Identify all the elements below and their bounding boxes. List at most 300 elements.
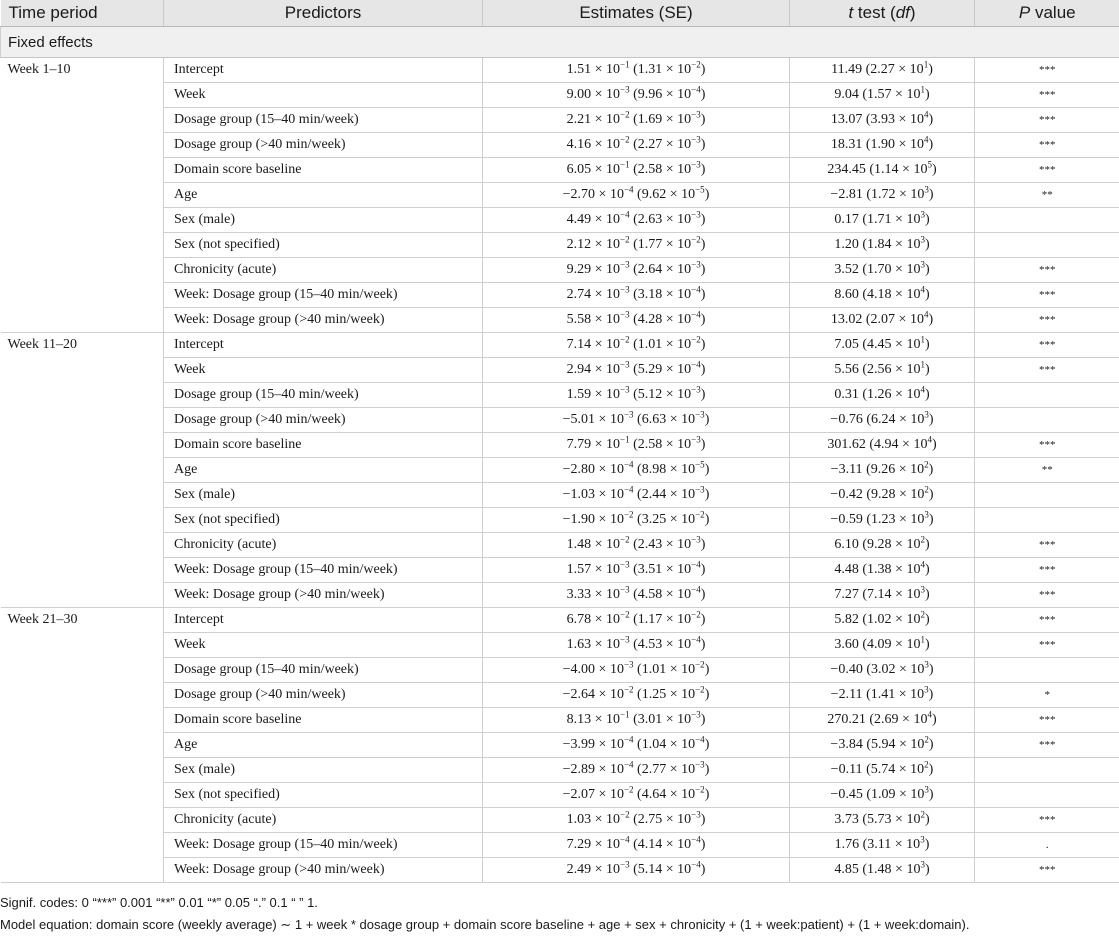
estimate-exponent: −2 <box>620 134 630 145</box>
estimate-mantissa: 9.00 <box>566 87 592 102</box>
estimate-mantissa: 2.21 <box>566 112 592 127</box>
df-exponent: 3 <box>924 509 929 520</box>
header-p-value <box>975 0 1119 27</box>
df-mantissa: 1.71 <box>867 212 892 227</box>
t-test-cell: 6.10 $(9.28 \times 10^2)$ <box>790 533 975 558</box>
df-mantissa: 3.93 <box>870 112 896 127</box>
t-test-cell: −3.84 $(5.94 \times 10^2)$ <box>790 733 975 758</box>
estimate-cell: $9.00 \times 10^{-3}$ $(9.96 \times 10^{-4})$ <box>483 83 790 108</box>
se-exponent: −3 <box>691 384 701 395</box>
t-test-cell: 3.52 $(1.70 \times 10^3)$ <box>790 258 975 283</box>
se-exponent: −3 <box>695 484 705 495</box>
table-row <box>1 758 1119 783</box>
p-value-cell: *** <box>975 358 1119 383</box>
estimate-cell: $8.13 \times 10^{-1}$ $(3.01 \times 10^{-3})$ <box>483 708 790 733</box>
df-exponent: 1 <box>923 59 929 70</box>
table-row <box>1 683 1119 708</box>
df-mantissa: 9.28 <box>867 537 892 552</box>
se-mantissa: 3.01 <box>637 712 663 727</box>
df-exponent: 4 <box>920 559 925 570</box>
table-row <box>1 633 1119 658</box>
se-exponent: −4 <box>691 859 701 870</box>
t-test-cell: −3.11 $(9.26 \times 10^2)$ <box>790 458 975 483</box>
p-value-cell: *** <box>975 533 1119 558</box>
predictor-cell: Week: Dosage group (15–40 min/week) <box>164 283 483 308</box>
t-test-cell: 270.21 $(2.69 \times 10^4)$ <box>790 708 975 733</box>
t-test-cell: −0.11 $(5.74 \times 10^2)$ <box>790 758 975 783</box>
df-exponent: 3 <box>920 209 925 220</box>
df-mantissa: 6.24 <box>871 412 896 427</box>
table-row <box>1 483 1119 508</box>
predictor-cell: Domain score baseline <box>164 433 483 458</box>
estimate-exponent: −2 <box>623 784 634 795</box>
se-mantissa: 5.14 <box>637 862 663 877</box>
t-value: 9.04 <box>834 87 859 102</box>
se-exponent: −3 <box>691 159 701 170</box>
header-predictors: Predictors <box>164 0 483 27</box>
estimate-mantissa: 7.14 <box>566 337 592 352</box>
predictor-cell: Week: Dosage group (15–40 min/week) <box>164 833 483 858</box>
estimate-mantissa: 1.48 <box>566 537 592 552</box>
p-value-cell <box>975 208 1119 233</box>
t-value: −2.11 <box>830 687 863 702</box>
df-exponent: 2 <box>920 534 925 545</box>
t-value: −0.42 <box>830 487 863 502</box>
estimate-cell: $9.29 \times 10^{-3}$ $(2.64 \times 10^{-3})$ <box>483 258 790 283</box>
t-test-cell: 18.31 $(1.90 \times 10^4)$ <box>790 133 975 158</box>
se-exponent: −5 <box>695 184 705 195</box>
df-mantissa: 1.38 <box>867 562 892 577</box>
estimate-cell: $2.74 \times 10^{-3}$ $(3.18 \times 10^{-4})$ <box>483 283 790 308</box>
t-test-cell: 11.49 $(2.27 \times 10^1)$ <box>790 58 975 83</box>
df-mantissa: 1.23 <box>871 512 896 527</box>
t-test-cell: −2.11 $(1.41 \times 10^3)$ <box>790 683 975 708</box>
estimate-exponent: −3 <box>620 559 630 570</box>
estimate-mantissa: 3.33 <box>566 587 592 602</box>
p-value-cell: *** <box>975 58 1119 83</box>
df-exponent: 3 <box>924 409 929 420</box>
table-row <box>1 133 1119 158</box>
estimate-mantissa: 2.12 <box>566 237 592 252</box>
estimate-cell: $-1.03 \times 10^{-4}$ $(2.44 \times 10^{-3})$ <box>483 483 790 508</box>
df-exponent: 2 <box>924 759 929 770</box>
p-value-cell: *** <box>975 283 1119 308</box>
section-label: Fixed effects <box>1 27 1119 58</box>
estimate-exponent: −4 <box>620 209 630 220</box>
predictor-cell: Age <box>164 183 483 208</box>
table-header <box>1 0 1119 27</box>
predictor-cell: Dosage group (>40 min/week) <box>164 408 483 433</box>
section-row <box>1 27 1119 58</box>
p-value-cell: *** <box>975 733 1119 758</box>
df-mantissa: 3.11 <box>867 837 892 852</box>
se-exponent: −4 <box>695 734 705 745</box>
t-value: 270.21 <box>827 712 866 727</box>
p-value-cell: *** <box>975 308 1119 333</box>
predictor-cell: Dosage group (15–40 min/week) <box>164 108 483 133</box>
df-mantissa: 3.02 <box>871 662 896 677</box>
se-exponent: −3 <box>691 259 701 270</box>
t-value: −0.76 <box>830 412 863 427</box>
predictor-cell: Intercept <box>164 608 483 633</box>
header-estimates: Estimates (SE) <box>483 0 790 27</box>
time-period-cell: Week 11–20 <box>1 333 164 608</box>
estimate-exponent: −3 <box>620 584 630 595</box>
se-exponent: −3 <box>691 209 701 220</box>
se-exponent: −5 <box>695 459 705 470</box>
t-value: 11.49 <box>831 62 863 77</box>
se-exponent: −4 <box>691 284 701 295</box>
estimate-exponent: −1 <box>620 59 630 70</box>
p-value-cell: * <box>975 683 1119 708</box>
predictor-cell: Dosage group (15–40 min/week) <box>164 658 483 683</box>
t-test-cell: 4.85 $(1.48 \times 10^3)$ <box>790 858 975 883</box>
t-value: 7.27 <box>834 587 859 602</box>
predictor-cell: Domain score baseline <box>164 158 483 183</box>
estimate-mantissa: −2.70 <box>562 187 596 202</box>
t-value: −3.11 <box>830 462 863 477</box>
estimate-cell: $-2.70 \times 10^{-4}$ $(9.62 \times 10^{-5})$ <box>483 183 790 208</box>
estimate-exponent: −3 <box>620 384 630 395</box>
p-value-cell: *** <box>975 583 1119 608</box>
header-t-test-text: test ( <box>853 3 896 22</box>
predictor-cell: Week: Dosage group (>40 min/week) <box>164 858 483 883</box>
estimate-exponent: −2 <box>623 684 634 695</box>
t-test-cell: 13.07 $(3.93 \times 10^4)$ <box>790 108 975 133</box>
header-time-period: Time period <box>1 0 164 27</box>
p-value-cell <box>975 508 1119 533</box>
t-value: −0.11 <box>830 762 863 777</box>
df-mantissa: 2.07 <box>870 312 896 327</box>
estimate-cell: $7.29 \times 10^{-4}$ $(4.14 \times 10^{-4})$ <box>483 833 790 858</box>
estimate-cell: $-5.01 \times 10^{-3}$ $(6.63 \times 10^{-3})$ <box>483 408 790 433</box>
t-value: 3.60 <box>834 637 859 652</box>
se-exponent: −2 <box>695 784 705 795</box>
estimate-mantissa: 4.49 <box>566 212 592 227</box>
se-exponent: −4 <box>691 84 701 95</box>
predictor-cell: Sex (not specified) <box>164 783 483 808</box>
estimate-exponent: −2 <box>620 809 630 820</box>
table-row <box>1 108 1119 133</box>
estimate-mantissa: −2.64 <box>562 687 596 702</box>
t-value: 5.82 <box>834 612 859 627</box>
predictor-cell: Week <box>164 83 483 108</box>
estimate-mantissa: 1.59 <box>566 387 592 402</box>
p-value-cell <box>975 408 1119 433</box>
se-exponent: −3 <box>691 134 701 145</box>
se-mantissa: 3.18 <box>637 287 663 302</box>
table-row <box>1 533 1119 558</box>
se-exponent: −4 <box>691 359 701 370</box>
se-mantissa: 5.29 <box>637 362 663 377</box>
predictor-cell: Week <box>164 358 483 383</box>
estimate-mantissa: 1.51 <box>566 62 592 77</box>
t-value: 3.73 <box>834 812 859 827</box>
se-exponent: −2 <box>695 509 705 520</box>
table-row <box>1 833 1119 858</box>
t-test-cell: 234.45 $(1.14 \times 10^5)$ <box>790 158 975 183</box>
t-test-cell: 13.02 $(2.07 \times 10^4)$ <box>790 308 975 333</box>
estimate-exponent: −1 <box>620 434 630 445</box>
t-test-cell: 8.60 $(4.18 \times 10^4)$ <box>790 283 975 308</box>
t-value: 301.62 <box>827 437 866 452</box>
se-mantissa: 4.28 <box>637 312 663 327</box>
table-row <box>1 158 1119 183</box>
se-exponent: −3 <box>691 809 701 820</box>
t-value: 7.05 <box>834 337 859 352</box>
p-value-cell: *** <box>975 133 1119 158</box>
t-test-cell: −2.81 $(1.72 \times 10^3)$ <box>790 183 975 208</box>
estimate-cell: $2.21 \times 10^{-2}$ $(1.69 \times 10^{-3})$ <box>483 108 790 133</box>
estimate-exponent: −4 <box>623 734 634 745</box>
predictor-cell: Chronicity (acute) <box>164 533 483 558</box>
se-mantissa: 2.44 <box>641 487 667 502</box>
se-mantissa: 1.77 <box>637 237 663 252</box>
p-value-cell: *** <box>975 608 1119 633</box>
table-row <box>1 558 1119 583</box>
estimate-exponent: −2 <box>620 609 630 620</box>
table-row <box>1 58 1119 83</box>
se-mantissa: 1.69 <box>637 112 663 127</box>
predictor-cell: Week: Dosage group (15–40 min/week) <box>164 558 483 583</box>
estimate-mantissa: −1.03 <box>562 487 596 502</box>
predictor-cell: Sex (male) <box>164 758 483 783</box>
df-mantissa: 4.45 <box>867 337 892 352</box>
estimate-cell: $-2.07 \times 10^{-2}$ $(4.64 \times 10^{-2})$ <box>483 783 790 808</box>
se-mantissa: 9.62 <box>641 187 667 202</box>
df-exponent: 2 <box>924 484 929 495</box>
df-exponent: 3 <box>920 859 925 870</box>
se-exponent: −2 <box>695 684 705 695</box>
se-exponent: −4 <box>691 559 701 570</box>
t-value: 18.31 <box>830 137 863 152</box>
table-row <box>1 358 1119 383</box>
estimate-cell: $-4.00 \times 10^{-3}$ $(1.01 \times 10^{-2})$ <box>483 658 790 683</box>
model-equation-note: Model equation: domain score (weekly average) ∼ 1 + week * dosage group + domain score baseline + age + sex + chronicity + (1 + week:patient) + (1 + week:domain). <box>0 917 970 932</box>
estimate-cell: $2.94 \times 10^{-3}$ $(5.29 \times 10^{-4})$ <box>483 358 790 383</box>
df-exponent: 3 <box>924 684 929 695</box>
table-row <box>1 183 1119 208</box>
t-value: −2.81 <box>830 187 863 202</box>
predictor-cell: Intercept <box>164 58 483 83</box>
estimate-cell: $7.79 \times 10^{-1}$ $(2.58 \times 10^{-3})$ <box>483 433 790 458</box>
df-mantissa: 1.26 <box>867 387 892 402</box>
se-mantissa: 1.25 <box>641 687 667 702</box>
table-row <box>1 383 1119 408</box>
df-exponent: 2 <box>920 809 925 820</box>
df-exponent: 4 <box>920 384 925 395</box>
se-mantissa: 1.01 <box>637 337 663 352</box>
estimate-cell: $-2.89 \times 10^{-4}$ $(2.77 \times 10^{-3})$ <box>483 758 790 783</box>
estimate-mantissa: 7.29 <box>566 837 592 852</box>
estimate-mantissa: −4.00 <box>562 662 596 677</box>
df-mantissa: 1.41 <box>870 687 896 702</box>
estimate-cell: $1.03 \times 10^{-2}$ $(2.75 \times 10^{-3})$ <box>483 808 790 833</box>
table-row <box>1 83 1119 108</box>
estimate-cell: $-2.80 \times 10^{-4}$ $(8.98 \times 10^{-5})$ <box>483 458 790 483</box>
estimate-exponent: −4 <box>620 834 630 845</box>
se-mantissa: 9.96 <box>637 87 663 102</box>
se-mantissa: 2.64 <box>637 262 663 277</box>
se-mantissa: 2.27 <box>637 137 663 152</box>
signif-codes-note: Signif. codes: 0 “***” 0.001 “**” 0.01 “*” 0.05 “.” 0.1 “ ” 1. <box>0 895 318 910</box>
time-period-cell: Week 1–10 <box>1 58 164 333</box>
estimate-exponent: −3 <box>620 309 630 320</box>
predictor-cell: Intercept <box>164 333 483 358</box>
t-value: 1.76 <box>834 837 860 852</box>
df-mantissa: 7.14 <box>867 587 892 602</box>
t-test-cell: 5.82 $(1.02 \times 10^2)$ <box>790 608 975 633</box>
df-mantissa: 1.09 <box>871 787 896 802</box>
df-exponent: 1 <box>920 359 925 370</box>
estimate-exponent: −3 <box>620 359 630 370</box>
predictor-cell: Sex (male) <box>164 483 483 508</box>
estimate-cell: $4.49 \times 10^{-4}$ $(2.63 \times 10^{-3})$ <box>483 208 790 233</box>
estimate-exponent: −3 <box>623 659 634 670</box>
df-mantissa: 1.57 <box>867 87 892 102</box>
table-row <box>1 333 1119 358</box>
predictor-cell: Age <box>164 733 483 758</box>
t-test-cell: 3.73 $(5.73 \times 10^2)$ <box>790 808 975 833</box>
estimate-mantissa: 5.58 <box>566 312 592 327</box>
t-test-cell: 0.17 $(1.71 \times 10^3)$ <box>790 208 975 233</box>
t-value: 0.17 <box>834 212 859 227</box>
df-mantissa: 1.72 <box>871 187 896 202</box>
estimate-cell: $1.63 \times 10^{-3}$ $(4.53 \times 10^{-4})$ <box>483 633 790 658</box>
p-value-cell: ** <box>975 183 1119 208</box>
p-value-cell: *** <box>975 258 1119 283</box>
t-test-cell: −0.42 $(9.28 \times 10^2)$ <box>790 483 975 508</box>
se-mantissa: 2.77 <box>641 762 667 777</box>
se-mantissa: 1.04 <box>641 737 667 752</box>
p-value-cell: *** <box>975 808 1119 833</box>
t-value: 0.31 <box>834 387 859 402</box>
estimate-mantissa: 6.78 <box>566 612 592 627</box>
se-exponent: −2 <box>691 609 701 620</box>
se-exponent: −4 <box>691 634 701 645</box>
t-value: 6.10 <box>834 537 859 552</box>
df-exponent: 2 <box>924 459 929 470</box>
p-value-cell: *** <box>975 558 1119 583</box>
estimate-mantissa: 1.57 <box>566 562 592 577</box>
estimate-cell: $1.48 \times 10^{-2}$ $(2.43 \times 10^{-3})$ <box>483 533 790 558</box>
df-exponent: 1 <box>920 84 925 95</box>
se-mantissa: 2.58 <box>637 162 663 177</box>
predictor-cell: Sex (not specified) <box>164 508 483 533</box>
estimate-cell: $4.16 \times 10^{-2}$ $(2.27 \times 10^{-3})$ <box>483 133 790 158</box>
se-exponent: −3 <box>691 109 701 120</box>
header-t-symbol: t <box>848 3 854 22</box>
estimate-exponent: −3 <box>620 634 630 645</box>
p-value-cell: ** <box>975 458 1119 483</box>
estimate-mantissa: 2.74 <box>566 287 592 302</box>
se-mantissa: 4.53 <box>637 637 663 652</box>
t-value: −3.84 <box>830 737 863 752</box>
estimate-exponent: −2 <box>623 509 634 520</box>
t-value: −0.59 <box>830 512 863 527</box>
estimate-exponent: −1 <box>620 709 630 720</box>
p-value-cell <box>975 383 1119 408</box>
estimate-mantissa: 2.94 <box>566 362 592 377</box>
t-value: −0.45 <box>830 787 863 802</box>
t-value: 234.45 <box>827 162 866 177</box>
estimate-cell: $5.58 \times 10^{-3}$ $(4.28 \times 10^{-4})$ <box>483 308 790 333</box>
table-row <box>1 283 1119 308</box>
df-exponent: 2 <box>920 609 925 620</box>
estimate-cell: $1.57 \times 10^{-3}$ $(3.51 \times 10^{-4})$ <box>483 558 790 583</box>
se-mantissa: 2.63 <box>637 212 663 227</box>
table-row <box>1 433 1119 458</box>
se-exponent: −3 <box>691 434 701 445</box>
estimate-cell: $1.51 \times 10^{-1}$ $(1.31 \times 10^{-2})$ <box>483 58 790 83</box>
se-mantissa: 4.58 <box>637 587 663 602</box>
se-mantissa: 1.31 <box>637 62 663 77</box>
df-mantissa: 2.69 <box>874 712 899 727</box>
df-mantissa: 1.90 <box>870 137 896 152</box>
table-row <box>1 808 1119 833</box>
t-value: −0.40 <box>830 662 863 677</box>
df-exponent: 1 <box>920 334 925 345</box>
t-value: 3.52 <box>834 262 859 277</box>
p-value-cell: *** <box>975 158 1119 183</box>
se-exponent: −3 <box>691 709 701 720</box>
t-value: 1.20 <box>834 237 859 252</box>
p-value-cell: *** <box>975 708 1119 733</box>
df-exponent: 3 <box>920 234 925 245</box>
estimate-cell: $1.59 \times 10^{-3}$ $(5.12 \times 10^{-3})$ <box>483 383 790 408</box>
df-mantissa: 4.94 <box>874 437 899 452</box>
t-test-cell: 1.76 $(3.11 \times 10^3)$ <box>790 833 975 858</box>
estimate-cell: $-1.90 \times 10^{-2}$ $(3.25 \times 10^{-2})$ <box>483 508 790 533</box>
p-value-cell: *** <box>975 633 1119 658</box>
predictor-cell: Week: Dosage group (>40 min/week) <box>164 308 483 333</box>
p-value-cell: *** <box>975 433 1119 458</box>
estimate-cell: $2.49 \times 10^{-3}$ $(5.14 \times 10^{-4})$ <box>483 858 790 883</box>
df-mantissa: 2.56 <box>867 362 892 377</box>
estimate-mantissa: 6.05 <box>566 162 592 177</box>
estimate-exponent: −4 <box>623 459 634 470</box>
estimate-cell: $3.33 \times 10^{-3}$ $(4.58 \times 10^{-4})$ <box>483 583 790 608</box>
estimate-cell: $-3.99 \times 10^{-4}$ $(1.04 \times 10^{-4})$ <box>483 733 790 758</box>
header-t-test <box>790 0 975 27</box>
estimate-exponent: −3 <box>620 84 630 95</box>
df-exponent: 4 <box>923 109 929 120</box>
df-exponent: 2 <box>924 734 929 745</box>
se-mantissa: 2.75 <box>637 812 663 827</box>
table-row <box>1 658 1119 683</box>
table-row <box>1 258 1119 283</box>
p-value-cell <box>975 483 1119 508</box>
table-row <box>1 308 1119 333</box>
estimate-cell: $6.05 \times 10^{-1}$ $(2.58 \times 10^{-3})$ <box>483 158 790 183</box>
se-mantissa: 2.58 <box>637 437 663 452</box>
estimate-exponent: −2 <box>620 109 630 120</box>
df-mantissa: 1.48 <box>867 862 892 877</box>
estimate-mantissa: 9.29 <box>566 262 592 277</box>
se-mantissa: 4.64 <box>641 787 667 802</box>
se-exponent: −2 <box>695 659 705 670</box>
df-exponent: 3 <box>920 584 925 595</box>
table-row <box>1 858 1119 883</box>
p-value-cell: *** <box>975 108 1119 133</box>
df-exponent: 3 <box>924 784 929 795</box>
estimate-mantissa: −2.80 <box>562 462 596 477</box>
estimate-exponent: −4 <box>623 484 634 495</box>
table-row <box>1 408 1119 433</box>
se-exponent: −2 <box>691 234 701 245</box>
estimate-exponent: −2 <box>620 234 630 245</box>
t-value: 13.02 <box>830 312 863 327</box>
